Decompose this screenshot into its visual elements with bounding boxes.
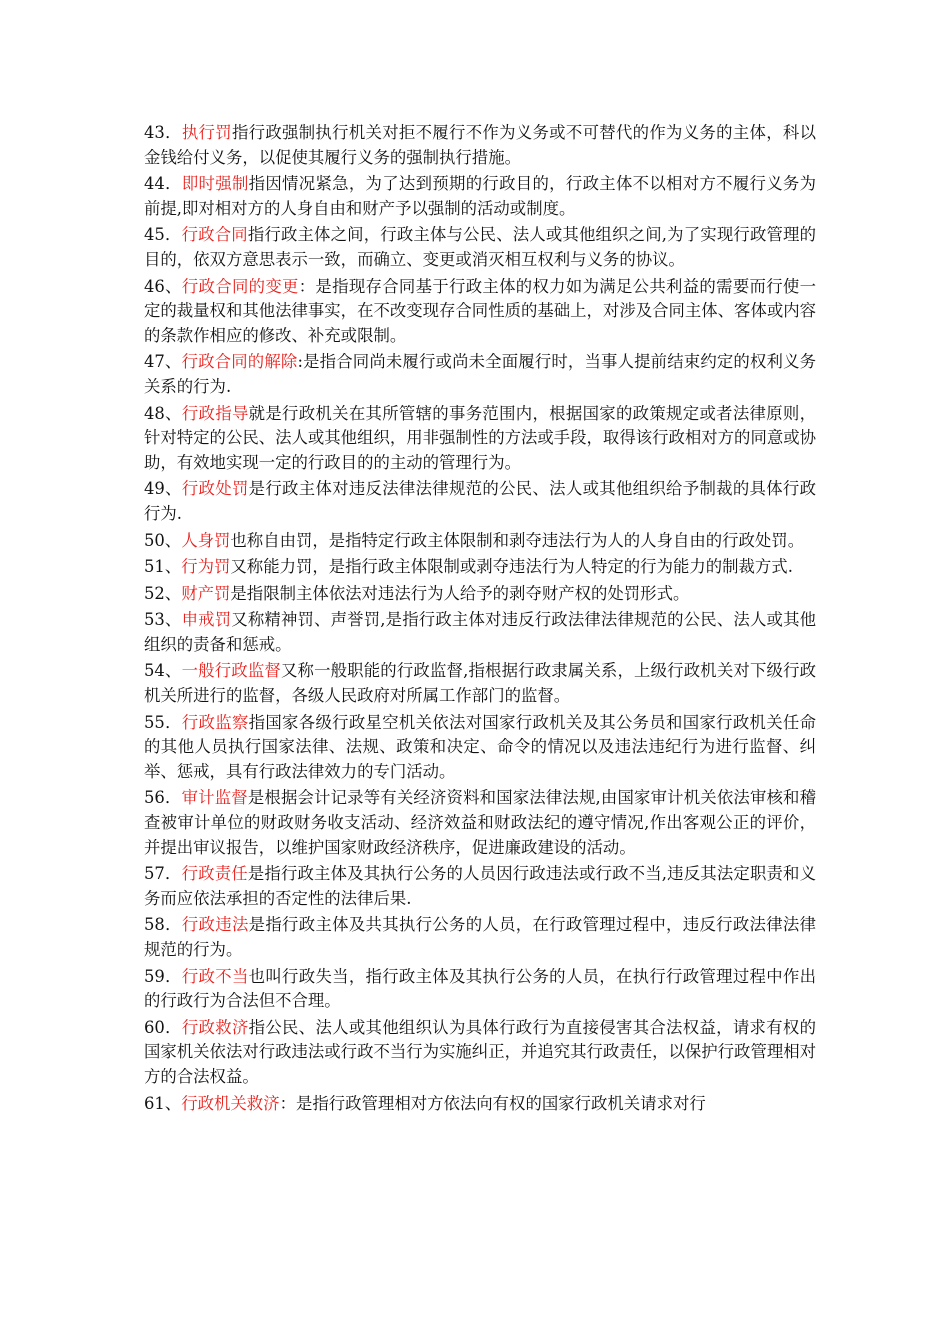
entry-term: 申戒罚 [181,610,232,630]
entry-definition: 又称一般职能的行政监督,指根据行政隶属关系，上级行政机关对下级行政机关所进行的监督，各级人民政府对所属工作部门的监督。 [144,661,817,706]
entry-number: 48、 [144,403,182,423]
entry-definition: 是指行政主体及其执行公务的人员因行政违法或行政不当,违反其法定职责和义务而应依法承担的否定性的法律后果. [144,864,817,908]
entry-number: 47、 [144,352,182,372]
entry-term: 行政监察 [181,712,249,732]
entry-58 [144,913,816,962]
entry-59 [144,965,816,1014]
entry-51 [144,555,816,580]
entry-56 [144,786,816,860]
entry-54 [144,659,816,708]
entry-definition: 就是行政机关在其所管辖的事务范围内，根据国家的政策规定或者法律原则，针对特定的公民、法人或其他组织，用非强制性的方法或手段，取得该行政相对方的同意或协助，有效地实现一定的行政目的的主动的管理行为。 [144,403,817,472]
entry-definition: 是行政主体对违反法律法律规范的公民、法人或其他组织给予制裁的具体行政行为. [144,479,817,523]
entry-term: 行政责任 [181,864,248,884]
entry-term: 行政合同的变更 [181,276,299,296]
entry-45 [144,223,816,272]
entry-definition: :是指合同尚未履行或尚未全面履行时，当事人提前结束约定的权利义务关系的行为. [144,352,817,396]
entry-term: 行政合同的解除 [181,352,298,372]
entry-number: 56． [144,788,182,808]
entry-term: 即时强制 [181,174,249,194]
entry-number: 54、 [144,661,182,681]
entry-49 [144,477,816,526]
entry-term: 审计监督 [181,788,248,808]
document-page [144,121,816,1118]
entry-46 [144,275,816,349]
entry-number: 59． [144,966,182,986]
entry-definition: 是指行政主体及共其执行公务的人员，在行政管理过程中，违反行政法律法律规范的行为。 [144,915,817,959]
entry-61 [144,1092,816,1117]
entry-number: 55． [144,712,182,732]
entry-50 [144,529,816,554]
entry-term: 行政不当 [181,966,249,986]
entry-44 [144,172,816,221]
entry-term: 一般行政监督 [181,661,281,681]
entry-definition: ：是指行政管理相对方依法向有权的国家行政机关请求对行 [279,1093,706,1113]
entry-definition: 是根据会计记录等有关经济资料和国家法律法规,由国家审计机关依法审核和稽查被审计单位的财政财务收支活动、经济效益和财政法纪的遵守情况,作出客观公正的评价，并提出审议报告，以维护国家财政经济秩序，促进廉政建设的活动。 [144,788,817,857]
entry-definition: 指国家各级行政星空机关依法对国家行政机关及其公务员和国家行政机关任命的其他人员执行国家法律、法规、政策和决定、命令的情况以及违法违纪行为进行监督、纠举、惩戒，具有行政法律效力的专门活动。 [144,712,817,781]
entry-43 [144,121,816,170]
entry-definition: 指因情况紧急，为了达到预期的行政目的，行政主体不以相对方不履行义务为前提,即对相对方的人身自由和财产予以强制的活动或制度。 [144,174,817,218]
entry-number: 61、 [144,1093,182,1113]
entry-number: 57． [144,864,182,884]
entry-definition: 也叫行政失当，指行政主体及其执行公务的人员，在执行行政管理过程中作出的行政行为合法但不合理。 [144,966,817,1011]
entry-definition: 指公民、法人或其他组织认为具体行政行为直接侵害其合法权益，请求有权的国家机关依法对行政违法或行政不当行为实施纠正，并追究其行政责任，以保护行政管理相对方的合法权益。 [144,1017,817,1086]
entry-definition: 又称能力罚，是指行政主体限制或剥夺违法行为人特定的行为能力的制裁方式. [230,557,793,577]
entry-term: 执行罚 [181,123,232,142]
entry-term: 行政指导 [181,403,249,423]
entry-definition: 又称精神罚、声誉罚,是指行政主体对违反行政法律法律规范的公民、法人或其他组织的责备和惩戒。 [144,610,817,654]
entry-number: 49、 [144,479,182,499]
entry-47 [144,350,816,399]
entry-52 [144,582,816,607]
entry-48 [144,402,816,476]
entry-number: 60． [144,1017,182,1037]
entry-60 [144,1016,816,1090]
entry-number: 43． [144,123,182,142]
entry-term: 行政处罚 [181,479,249,499]
entry-55 [144,711,816,785]
entry-57 [144,862,816,911]
entry-number: 52、 [144,583,182,603]
entry-term: 行为罚 [181,557,231,577]
entry-term: 行政合同 [181,225,248,245]
entry-number: 44． [144,174,182,194]
entry-53 [144,608,816,657]
entry-number: 46、 [144,276,182,296]
entry-number: 58． [144,915,182,935]
entry-definition: ：是指现存合同基于行政主体的权力如为满足公共利益的需要而行使一定的裁量权和其他法律事实，在不改变现存合同性质的基础上，对涉及合同主体、客体或内容的条款作相应的修改、补充或限制。 [144,276,817,345]
entry-number: 53、 [144,610,182,630]
entry-number: 51、 [144,557,182,577]
entry-term: 行政机关救济 [181,1093,280,1113]
entry-number: 45． [144,225,182,245]
entry-term: 行政违法 [181,915,249,935]
entry-definition: 指行政主体之间，行政主体与公民、法人或其他组织之间,为了实现行政管理的目的，依双方意思表示一致，而确立、变更或消灭相互权利与义务的协议。 [144,225,817,269]
entry-definition: 也称自由罚，是指特定行政主体限制和剥夺违法行为人的人身自由的行政处罚。 [230,530,805,550]
entry-definition: 指行政强制执行机关对拒不履行不作为义务或不可替代的作为义务的主体，科以金钱给付义务，以促使其履行义务的强制执行措施。 [144,123,817,167]
entry-term: 人身罚 [181,530,231,550]
entry-term: 行政救济 [181,1017,249,1037]
entry-definition: 是指限制主体依法对违法行为人给予的剥夺财产权的处罚形式。 [230,583,690,603]
entry-number: 50、 [144,530,182,550]
entry-term: 财产罚 [181,583,231,603]
